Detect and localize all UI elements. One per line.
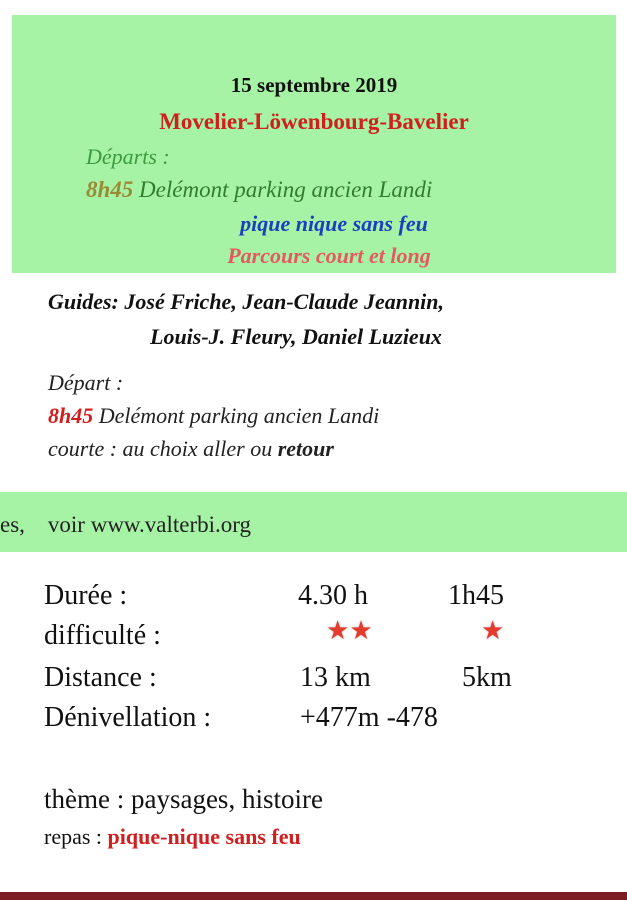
star-icon: ★ [326,616,350,645]
guides-line-1: Guides: José Friche, Jean-Claude Jeannin, [48,289,445,314]
courte-bold: retour [277,436,334,461]
repas-line [44,824,301,850]
courte-line [48,436,334,462]
courte-prefix: courte : au choix aller ou [48,436,278,461]
departure-time: 8h45 [48,403,94,428]
depart-time: 8h45 [86,177,134,202]
denivellation-label: Dénivellation : [44,702,212,733]
departure-place: Delémont parking ancien Landi [93,403,380,428]
distance-label: Distance : [44,662,157,693]
difficulte-label: difficulté : [44,620,161,651]
difficulte-short-stars [481,618,504,644]
denivellation-value: +477m -478 [300,702,438,733]
theme-line: thème : paysages, histoire [44,784,323,814]
duree-label: Durée : [44,580,128,611]
distance-short: 5km [462,662,512,693]
depart-place: Delémont parking ancien Landi [133,177,433,202]
departure-label: Départ : [48,370,124,395]
star-icon: ★ [481,616,505,645]
parcours-note: Parcours court et long [227,243,431,268]
event-route: Movelier-Löwenbourg-Bavelier [159,109,469,134]
depart-line [86,177,432,203]
duree-long: 4.30 h [298,580,368,611]
bottom-divider [0,892,627,900]
event-date: 15 septembre 2019 [230,73,398,97]
difficulte-long-stars [326,618,373,644]
duree-short: 1h45 [448,580,504,611]
repas-value: pique-nique sans feu [107,824,301,849]
distance-long: 13 km [300,662,371,693]
star-icon: ★ [349,616,373,645]
band-text: es, voir www.valterbi.org [0,512,252,537]
picnic-note: pique nique sans feu [240,211,428,236]
repas-label: repas : [44,824,108,849]
guides-line-2: Louis-J. Fleury, Daniel Luzieux [150,324,442,349]
departure-line [48,403,379,429]
event-header-box [12,15,616,273]
departs-label: Départs : [86,144,170,169]
